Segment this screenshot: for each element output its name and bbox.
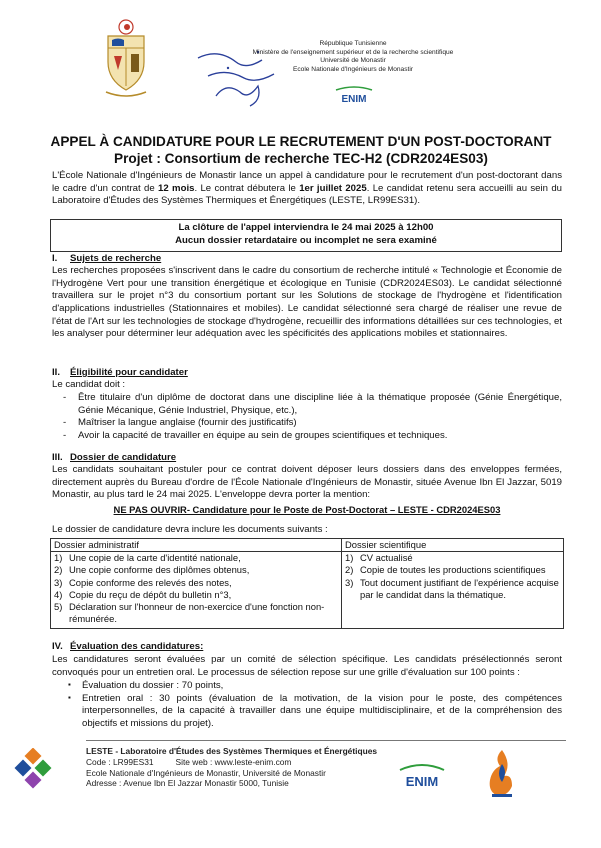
list-item: - Avoir la capacité de travailler en équipe au sein de groupes scientifiques et techniques. <box>52 430 562 443</box>
table-lead: Le dossier de candidature devra inclure les documents suivants : <box>52 524 328 535</box>
leste-logo <box>12 748 54 790</box>
page-subtitle: Projet : Consortium de recherche TEC-H2 (CDR2024ES03) <box>114 151 488 166</box>
section-4-text: Les candidatures seront évaluées par un comité de sélection spécifique. Les candidats présélectionnés seront convoqués pour un entretien oral. Le processus de sélection repose sur une grille d'évaluation sur 100 points : <box>52 654 562 678</box>
footer-lab-name: LESTE - Laboratoire d'Études des Systèmes Thermiques et Énergétiques <box>86 746 378 756</box>
list-item: ▪ Évaluation du dossier : 70 points, <box>52 680 562 693</box>
section-1-text: Les recherches proposées s'inscrivent dans le cadre du consortium de recherche intitulé « Technologie et Économie de l'Hydrogène Vert pour une transition énergétique et écologique en Tunisie (CDR2024ES03). Le candidat sélectionné travaillera sur le projet n°3 du consortium portant sur les Solutions de stockage de l'hydrogène et l'identification d'applications industrielles (Stationnaires et mobiles). Le candidat sélectionné sera chargé de réaliser une revue de l'état de l'Art sur les technologies de stockage d'hydrogène, recueillir des informations détaillées sur ces technologies, et les analyser pour déterminer leur adéquation avec les spécificités des applications mobiles et stationnaires. <box>52 265 562 340</box>
section-heading-2: II. Éligibilité pour candidater <box>52 367 188 378</box>
admin-items-cell <box>51 552 342 628</box>
contract-start-date: 1er juillet 2025 <box>299 182 367 194</box>
header-line-ecole: Ecole Nationale d'Ingénieurs de Monastir <box>292 65 414 73</box>
page-title: APPEL À CANDIDATURE POUR LE RECRUTEMENT D'UN POST-DOCTORANT <box>50 134 552 149</box>
header-line-republique: République Tunisienne <box>319 40 387 47</box>
tunisia-coat-of-arms-logo <box>100 18 152 100</box>
institution-header <box>218 40 488 74</box>
list-item: - Maîtriser la langue anglaise (fournir des justificatifs) <box>52 417 562 430</box>
university-flame-logo <box>482 746 522 802</box>
enim-footer-logo <box>394 762 450 794</box>
section-heading-1: I. Sujets de recherche <box>52 253 162 264</box>
list-item: 4) Copie du reçu de dépôt du bulletin n°3, <box>54 588 232 600</box>
section-heading-4: IV. Évaluation des candidatures: <box>52 641 204 652</box>
footer-divider <box>86 740 566 741</box>
list-item: 1) CV actualisé <box>345 552 413 564</box>
list-item: ▪ Entretien oral : 30 points (évaluation de la motivation, de la vision pour le poste, des compétences interpersonnelles, de la capacité à travailler dans une équipe multidisciplinaire, et de la compréhension des objectifs et missions du projet). <box>52 693 562 731</box>
footer-school: Ecole Nationale d'Ingénieurs de Monastir, Université de Monastir <box>86 767 326 778</box>
list-item: 5) Déclaration sur l'honneur de non-exercice d'une fonction non-rémunérée. <box>54 601 325 625</box>
sci-items-cell <box>342 552 564 628</box>
intro-paragraph: L'École Nationale d'Ingénieurs de Monastir lance un appel à candidature pour le recrutement d'un post-doctorant dans le cadre d'un contrat de 12 mois. Le contrat débutera le 1er juillet 2025. Le candidat retenu sera accueilli au sein du Laboratoire d'Études des Systèmes Thermiques et Énergétiques (LESTE, LR99ES31). <box>52 170 562 207</box>
section-3-text: Les candidats souhaitant postuler pour ce contrat doivent déposer leurs dossiers dans des enveloppes fermées, directement auprès du Bureau d'ordre de l'École Nationale d'Ingénieurs de Monastir, située Avenue Ibn El Jazzar, 5019 Monastir, au plus tard le 24 mai 2025. L'enveloppe devra porter la mention: <box>52 464 562 501</box>
list-item: 2) Une copie conforme des diplômes obtenus, <box>54 564 250 576</box>
contract-duration: 12 mois <box>158 182 195 194</box>
list-item: 3) Copie conforme des relevés des notes, <box>54 576 232 588</box>
section-2-lead: Le candidat doit : <box>52 379 126 390</box>
enim-footer-logo-text: ENIM <box>405 774 439 789</box>
list-item: 2) Copie de toutes les productions scientifiques <box>345 564 546 576</box>
section-heading-3: III. Dossier de candidature <box>52 452 177 463</box>
footer-address: Adresse : Avenue Ibn El Jazzar Monastir 5000, Tunisie <box>86 778 289 789</box>
admin-column-header: Dossier administratif <box>51 539 342 552</box>
deadline-line: La clôture de l'appel interviendra le 24 mai 2025 à 12h00 <box>178 222 434 233</box>
list-item: - Être titulaire d'un diplôme de doctorat dans une discipline liée à la thématique proposée (Génie Énergétique, Génie Mécanique, Génie Industriel, Physique, etc.), <box>52 392 562 417</box>
envelope-mention: NE PAS OUVRIR- Candidature pour le Poste de Post-Doctorat – LESTE - CDR2024ES03 <box>113 504 501 515</box>
eligibility-list <box>52 392 562 443</box>
list-item: 1) Une copie de la carte d'identité nationale, <box>54 552 241 564</box>
documents-table <box>50 538 564 629</box>
footer-website-link[interactable]: Site web : www.leste-enim.com <box>175 756 292 767</box>
enim-logo-text: ENIM <box>341 94 367 105</box>
header-line-universite: Université de Monastir <box>320 57 386 65</box>
list-item: 3) Tout document justifiant de l'expérience acquise par le candidat dans la thématique. <box>345 576 559 600</box>
deadline-notice-box <box>50 219 562 252</box>
sci-column-header: Dossier scientifique <box>342 539 564 552</box>
footer-code: Code : LR99ES31 <box>86 756 154 767</box>
documents-table-wrap <box>50 538 564 629</box>
enim-logo <box>332 86 376 106</box>
late-files-line: Aucun dossier retardataire ou incomplet ne sera examiné <box>175 235 437 247</box>
header-line-ministere: Ministère de l'enseignement supérieur et de la recherche scientifique <box>252 48 454 56</box>
evaluation-list <box>52 680 562 731</box>
